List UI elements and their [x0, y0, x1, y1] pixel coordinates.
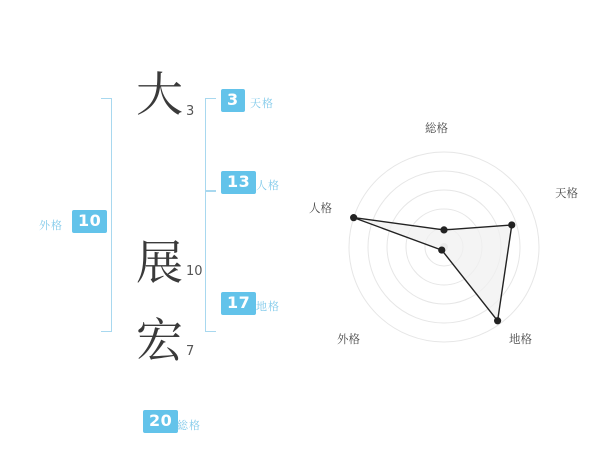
kanji-char-3: 宏 [136, 314, 183, 369]
axis-label-gekaku: 外格 [337, 332, 360, 346]
radar-chart-svg [300, 0, 600, 470]
badge-gekaku-value: 10 [72, 210, 107, 233]
radar-chart-panel [300, 0, 600, 470]
badge-jinkaku-value: 13 [221, 171, 256, 194]
badge-jinkaku-label: 人格 [256, 179, 280, 192]
kanji-strokes-3: 7 [186, 344, 195, 359]
kanji-strokes-2: 10 [186, 264, 203, 279]
axis-label-chikaku: 地格 [509, 332, 532, 346]
bracket-tenkaku-jinkaku [205, 98, 216, 192]
kanji-char-2: 展 [136, 236, 183, 291]
axis-label-jinkaku: 人格 [309, 201, 332, 215]
badge-chikaku-label: 地格 [256, 300, 280, 313]
axis-label-tenkaku: 天格 [555, 186, 578, 200]
name-breakdown-panel [0, 0, 300, 470]
kanji-char-1: 大 [136, 68, 183, 123]
badge-chikaku-value: 17 [221, 292, 256, 315]
badge-gekaku-label: 外格 [39, 219, 63, 232]
badge-soukaku-value: 20 [143, 410, 178, 433]
kanji-strokes-1: 3 [186, 104, 195, 119]
badge-soukaku-label: 総格 [177, 419, 201, 432]
badge-tenkaku-value: 3 [221, 89, 245, 112]
badge-tenkaku-label: 天格 [250, 97, 274, 110]
axis-label-soukaku: 総格 [425, 121, 448, 135]
bracket-jinkaku-chikaku [205, 190, 216, 332]
